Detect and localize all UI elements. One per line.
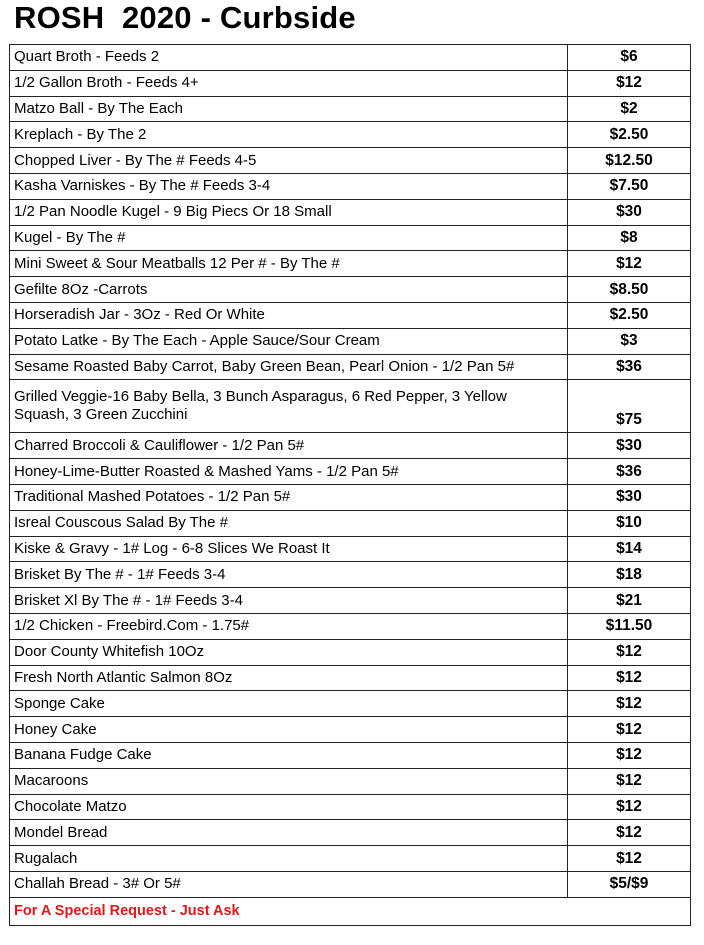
menu-item-name: Chopped Liver - By The # Feeds 4-5 [10,148,568,174]
menu-item-price: $12 [568,820,691,846]
menu-item-price: $36 [568,459,691,485]
menu-item-row [10,122,691,148]
menu-item-name: Brisket Xl By The # - 1# Feeds 3-4 [10,588,568,614]
menu-item-price: $10 [568,510,691,536]
menu-item-price: $75 [568,380,691,433]
menu-item-price: $5/$9 [568,871,691,897]
menu-item-name: Sponge Cake [10,691,568,717]
menu-item-price: $3 [568,328,691,354]
menu-item-row [10,665,691,691]
menu-item-row [10,613,691,639]
menu-item-row [10,691,691,717]
menu-item-row [10,380,691,433]
menu-item-price: $12 [568,70,691,96]
menu-item-name: Honey-Lime-Butter Roasted & Mashed Yams - 1/2 Pan 5# [10,459,568,485]
menu-item-name: Mondel Bread [10,820,568,846]
menu-table-body [10,45,691,898]
menu-item-price: $36 [568,354,691,380]
menu-item-price: $21 [568,588,691,614]
menu-item-name: 1/2 Chicken - Freebird.Com - 1.75# [10,613,568,639]
menu-item-price: $12 [568,742,691,768]
menu-item-price: $14 [568,536,691,562]
menu-item-price: $2.50 [568,122,691,148]
menu-item-name: Honey Cake [10,717,568,743]
menu-item-name: Quart Broth - Feeds 2 [10,45,568,71]
menu-item-name: Kugel - By The # [10,225,568,251]
menu-item-name: Kasha Varniskes - By The # Feeds 3-4 [10,173,568,199]
menu-item-row [10,536,691,562]
menu-item-name: Mini Sweet & Sour Meatballs 12 Per # - By The # [10,251,568,277]
menu-item-price: $12 [568,717,691,743]
menu-item-price: $12 [568,846,691,872]
menu-item-price: $2 [568,96,691,122]
menu-item-row [10,588,691,614]
menu-item-row [10,433,691,459]
menu-item-name: 1/2 Gallon Broth - Feeds 4+ [10,70,568,96]
menu-item-row [10,510,691,536]
menu-item-name: Kreplach - By The 2 [10,122,568,148]
menu-item-row [10,354,691,380]
menu-item-name: Rugalach [10,846,568,872]
menu-item-price: $12 [568,691,691,717]
menu-item-name: 1/2 Pan Noodle Kugel - 9 Big Piecs Or 18 Small [10,199,568,225]
menu-item-row [10,871,691,897]
menu-item-price: $12 [568,768,691,794]
menu-item-row [10,277,691,303]
menu-item-price: $30 [568,433,691,459]
menu-item-row [10,302,691,328]
menu-item-name: Potato Latke - By The Each - Apple Sauce/Sour Cream [10,328,568,354]
menu-item-row [10,225,691,251]
menu-item-row [10,768,691,794]
menu-item-row [10,717,691,743]
menu-item-price: $8.50 [568,277,691,303]
menu-item-price: $12 [568,639,691,665]
menu-item-row [10,742,691,768]
menu-item-name: Kiske & Gravy - 1# Log - 6-8 Slices We Roast It [10,536,568,562]
menu-item-name: Door County Whitefish 10Oz [10,639,568,665]
menu-item-price: $12.50 [568,148,691,174]
menu-item-row [10,173,691,199]
menu-item-row [10,794,691,820]
menu-item-name: Chocolate Matzo [10,794,568,820]
special-request-row [10,897,691,925]
menu-item-row [10,484,691,510]
menu-item-name: Charred Broccoli & Cauliflower - 1/2 Pan 5# [10,433,568,459]
menu-item-row [10,820,691,846]
menu-item-row [10,846,691,872]
menu-item-row [10,459,691,485]
menu-item-name: Challah Bread - 3# Or 5# [10,871,568,897]
menu-item-price: $6 [568,45,691,71]
menu-item-name: Traditional Mashed Potatoes - 1/2 Pan 5# [10,484,568,510]
menu-item-row [10,639,691,665]
menu-item-name: Banana Fudge Cake [10,742,568,768]
menu-item-row [10,148,691,174]
menu-item-price: $12 [568,665,691,691]
menu-item-price: $30 [568,199,691,225]
menu-item-price: $12 [568,794,691,820]
special-request-note: For A Special Request - Just Ask [10,897,691,925]
menu-item-name: Sesame Roasted Baby Carrot, Baby Green Bean, Pearl Onion - 1/2 Pan 5# [10,354,568,380]
menu-item-row [10,45,691,71]
menu-item-price: $30 [568,484,691,510]
menu-item-name: Isreal Couscous Salad By The # [10,510,568,536]
menu-item-price: $8 [568,225,691,251]
menu-item-row [10,199,691,225]
menu-price-table [9,44,691,926]
page-title: ROSH 2020 - Curbside [14,0,356,35]
menu-item-name: Fresh North Atlantic Salmon 8Oz [10,665,568,691]
menu-item-name: Macaroons [10,768,568,794]
menu-item-row [10,562,691,588]
menu-item-row [10,328,691,354]
menu-item-price: $12 [568,251,691,277]
menu-item-row [10,251,691,277]
menu-item-price: $7.50 [568,173,691,199]
menu-item-name: Horseradish Jar - 3Oz - Red Or White [10,302,568,328]
menu-item-price: $2.50 [568,302,691,328]
menu-item-row [10,70,691,96]
menu-item-row [10,96,691,122]
menu-item-name: Grilled Veggie-16 Baby Bella, 3 Bunch Asparagus, 6 Red Pepper, 3 Yellow Squash, 3 Green Zucchini [10,380,568,433]
menu-item-price: $18 [568,562,691,588]
menu-item-name: Matzo Ball - By The Each [10,96,568,122]
menu-item-name: Gefilte 8Oz -Carrots [10,277,568,303]
menu-item-price: $11.50 [568,613,691,639]
menu-item-name: Brisket By The # - 1# Feeds 3-4 [10,562,568,588]
